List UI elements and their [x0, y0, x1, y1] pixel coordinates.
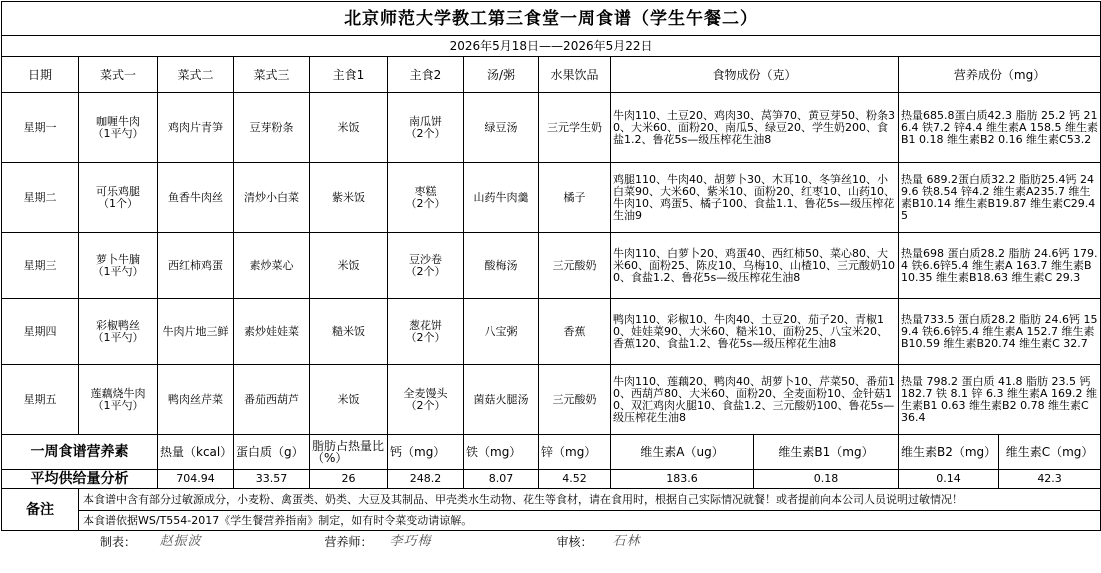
staple2-name: 南瓜饼	[409, 114, 442, 128]
dish2-cell: 鱼香牛肉丝	[158, 163, 234, 233]
allergen-notice: 本食谱中含有部分过敏源成分，小麦粉、禽蛋类、奶类、大豆及其制品、甲壳类水生动物、花生等食材，请在食用时，根据自己实际情况就餐！或者提前向本公司人员说明过敏情况！	[79, 489, 1101, 511]
summary-value: 42.3	[999, 470, 1101, 489]
summary-value: 26	[310, 470, 388, 489]
summary-value: 183.6	[611, 470, 754, 489]
soup-cell: 菌菇火腿汤	[464, 365, 539, 435]
dish3-cell: 清炒小白菜	[234, 163, 310, 233]
summary-header: 锌（mg）	[539, 435, 611, 470]
nutrition-values: 热量 798.2 蛋白质 41.8 脂肪 23.5 钙 182.7 铁 8.1 锌 6.3 维生素A 169.2 维生素B1 0.63 维生素B2 0.78 维生素C 36.4	[899, 365, 1101, 435]
dish1-name: 莲藕烧牛肉	[90, 386, 146, 400]
food-ingredients: 鸭肉110、彩椒10、牛肉40、土豆20、茄子20、青椒10、娃娃菜90、大米60、糙米10、面粉25、八宝米20、香蕉120、食盐1.2、鲁花5s—级压榨花生油8	[611, 299, 899, 365]
summary-value: 8.07	[464, 470, 539, 489]
nutrition-values: 热量685.8蛋白质42.3 脂肪 25.2 钙 216.4 铁7.2 锌4.4 维生素A 158.5 维生素B1 0.18 维生素B2 0.16 维生素C53.2	[899, 93, 1101, 163]
dish3-cell: 番茄西葫芦	[234, 365, 310, 435]
staple2-name: 枣糕	[414, 184, 437, 198]
staple1-cell: 米饭	[310, 93, 388, 163]
food-ingredients: 鸡腿110、牛肉40、胡萝卜30、木耳10、冬笋丝10、小白菜90、大米60、紫米10、面粉20、红枣10、山药10、牛肉10、鸡蛋5、橘子100、食盐1.1、鲁花5s—级压榨花生油9	[611, 163, 899, 233]
header-row	[2, 57, 1101, 93]
header-day: 日期	[2, 57, 79, 93]
summary-header: 热量（kcal）	[158, 435, 234, 470]
date-row	[2, 36, 1101, 57]
staple2-name: 全麦馒头	[403, 386, 448, 400]
dish1-portion: （1平勺）	[92, 264, 144, 278]
staple1-cell: 紫米饭	[310, 163, 388, 233]
soup-cell: 山药牛肉羹	[464, 163, 539, 233]
summary-values-row	[2, 470, 1101, 489]
staple2-portion: （2个）	[405, 330, 446, 344]
summary-header: 维生素B1（mg）	[754, 435, 899, 470]
day-label: 星期三	[2, 233, 79, 299]
fruit-cell: 三元酸奶	[539, 365, 611, 435]
dish1-cell	[79, 365, 158, 435]
food-ingredients: 牛肉110、白萝卜20、鸡蛋40、西红柿50、菜心80、大米60、面粉25、陈皮10、乌梅10、山楂10、三元酸奶100、食盐1.2、鲁花5s—级压榨花生油8	[611, 233, 899, 299]
staple2-cell	[388, 299, 464, 365]
summary-value: 33.57	[234, 470, 310, 489]
staple2-portion: （2个）	[405, 264, 446, 278]
soup-cell: 绿豆汤	[464, 93, 539, 163]
dish1-portion: （1平勺）	[92, 398, 144, 412]
summary-label-nutrients: 一周食谱营养素	[2, 435, 158, 470]
food-ingredients: 牛肉110、莲藕20、鸭肉40、胡萝卜10、芹菜50、番茄10、西葫芦80、大米60、面粉20、全麦面粉10、金针菇10、双汇鸡肉火腿10、食盐1.2、三元酸奶100、鲁花5s—级压榨花生油8	[611, 365, 899, 435]
day-label: 星期二	[2, 163, 79, 233]
day-row	[2, 163, 1101, 233]
staple2-name: 豆沙卷	[409, 252, 442, 266]
staple2-portion: （2个）	[405, 196, 446, 210]
day-row	[2, 299, 1101, 365]
staple1-cell: 糙米饭	[310, 299, 388, 365]
day-label: 星期一	[2, 93, 79, 163]
staple1-cell: 米饭	[310, 233, 388, 299]
soup-cell: 酸梅汤	[464, 233, 539, 299]
staple1-cell: 米饭	[310, 365, 388, 435]
staple2-portion: （2个）	[405, 126, 446, 140]
dish1-portion: （1平勺）	[92, 330, 144, 344]
dish1-name: 萝卜牛腩	[96, 252, 140, 266]
nutrition-values: 热量733.5 蛋白质28.2 脂肪 24.6钙 159.4 铁6.6锌5.4 维生素A 152.7 维生素B10.59 维生素B20.74 维生素C 32.7	[899, 299, 1101, 365]
header-dish2: 菜式二	[158, 57, 234, 93]
nutrition-values: 热量698 蛋白质28.2 脂肪 24.6钙 179.4 铁6.6锌5.4 维生素A 163.7 维生素B10.35 维生素B18.63 维生素C 29.3	[899, 233, 1101, 299]
dish1-name: 彩椒鸭丝	[96, 318, 140, 332]
dish1-cell	[79, 163, 158, 233]
date-range: 2026年5月18日——2026年5月22日	[2, 36, 1101, 57]
dish2-cell: 牛肉片地三鲜	[158, 299, 234, 365]
menu-table	[1, 1, 1101, 553]
dish1-cell	[79, 299, 158, 365]
dish2-cell: 西红柿鸡蛋	[158, 233, 234, 299]
reviewer-label: 审核：	[539, 531, 611, 553]
dish2-cell: 鸡肉片青笋	[158, 93, 234, 163]
remarks-row	[2, 511, 1101, 531]
day-row	[2, 233, 1101, 299]
dish3-cell: 素炒娃娃菜	[234, 299, 310, 365]
summary-header: 维生素C（mg）	[999, 435, 1101, 470]
reviewer-signature: 石林	[611, 531, 754, 553]
header-fruit: 水果饮品	[539, 57, 611, 93]
summary-header: 维生素B2（mg）	[899, 435, 999, 470]
dish1-name: 可乐鸡腿	[96, 184, 140, 198]
summary-value: 704.94	[158, 470, 234, 489]
staple2-cell	[388, 163, 464, 233]
day-label: 星期五	[2, 365, 79, 435]
staple2-cell	[388, 233, 464, 299]
staple2-name: 葱花饼	[409, 318, 442, 332]
maker-signature: 赵振波	[158, 531, 234, 553]
day-label: 星期四	[2, 299, 79, 365]
summary-header: 铁（mg）	[464, 435, 539, 470]
fruit-cell: 香蕉	[539, 299, 611, 365]
nutritionist-label: 营养师：	[310, 531, 388, 553]
staple2-cell	[388, 93, 464, 163]
summary-value: 0.14	[899, 470, 999, 489]
summary-header: 蛋白质（g）	[234, 435, 310, 470]
header-dish3: 菜式三	[234, 57, 310, 93]
dish1-cell	[79, 233, 158, 299]
food-ingredients: 牛肉110、土豆20、鸡肉30、莴笋70、黄豆芽50、粉条30、大米60、面粉20、南瓜5、绿豆20、学生奶200、食盐1.2、鲁花5s—级压榨花生油8	[611, 93, 899, 163]
dish2-cell: 鸭肉丝芹菜	[158, 365, 234, 435]
dish1-portion: （1平勺）	[92, 126, 144, 140]
dish3-cell: 素炒菜心	[234, 233, 310, 299]
summary-value: 4.52	[539, 470, 611, 489]
maker-label: 制表：	[79, 531, 158, 553]
fruit-cell: 三元酸奶	[539, 233, 611, 299]
dish1-portion: （1个）	[98, 196, 138, 210]
nutritionist-signature: 李巧梅	[388, 531, 464, 553]
dish3-cell: 豆芽粉条	[234, 93, 310, 163]
signature-row	[2, 531, 1101, 553]
summary-label-average: 平均供给量分析	[2, 470, 158, 489]
header-food: 食物成份（克）	[611, 57, 899, 93]
staple2-cell	[388, 365, 464, 435]
day-row	[2, 365, 1101, 435]
summary-header: 脂肪占热量比（%）	[310, 435, 388, 470]
day-row	[2, 93, 1101, 163]
header-staple1: 主食1	[310, 57, 388, 93]
header-dish1: 菜式一	[79, 57, 158, 93]
summary-value: 248.2	[388, 470, 464, 489]
fruit-cell: 橘子	[539, 163, 611, 233]
remarks-row	[2, 489, 1101, 511]
title-row	[2, 2, 1101, 36]
fruit-cell: 三元学生奶	[539, 93, 611, 163]
remarks-label: 备注	[2, 489, 79, 531]
guideline-notice: 本食谱依据WS/T554-2017《学生餐营养指南》制定，如有时令菜变动请谅解。	[79, 511, 1101, 531]
dish1-name: 咖喱牛肉	[96, 114, 140, 128]
header-staple2: 主食2	[388, 57, 464, 93]
summary-value: 0.18	[754, 470, 899, 489]
header-soup: 汤/粥	[464, 57, 539, 93]
staple2-portion: （2个）	[405, 398, 446, 412]
summary-header-row	[2, 435, 1101, 470]
dish1-cell	[79, 93, 158, 163]
summary-header: 维生素A（ug）	[611, 435, 754, 470]
soup-cell: 八宝粥	[464, 299, 539, 365]
nutrition-values: 热量 689.2蛋白质32.2 脂肪25.4钙 249.6 铁8.54 锌4.2 维生素A235.7 维生素B10.14 维生素B19.87 维生素C29.45	[899, 163, 1101, 233]
header-nutrition: 营养成份（mg）	[899, 57, 1101, 93]
page-title: 北京师范大学教工第三食堂一周食谱（学生午餐二）	[2, 2, 1101, 36]
summary-header: 钙（mg）	[388, 435, 464, 470]
